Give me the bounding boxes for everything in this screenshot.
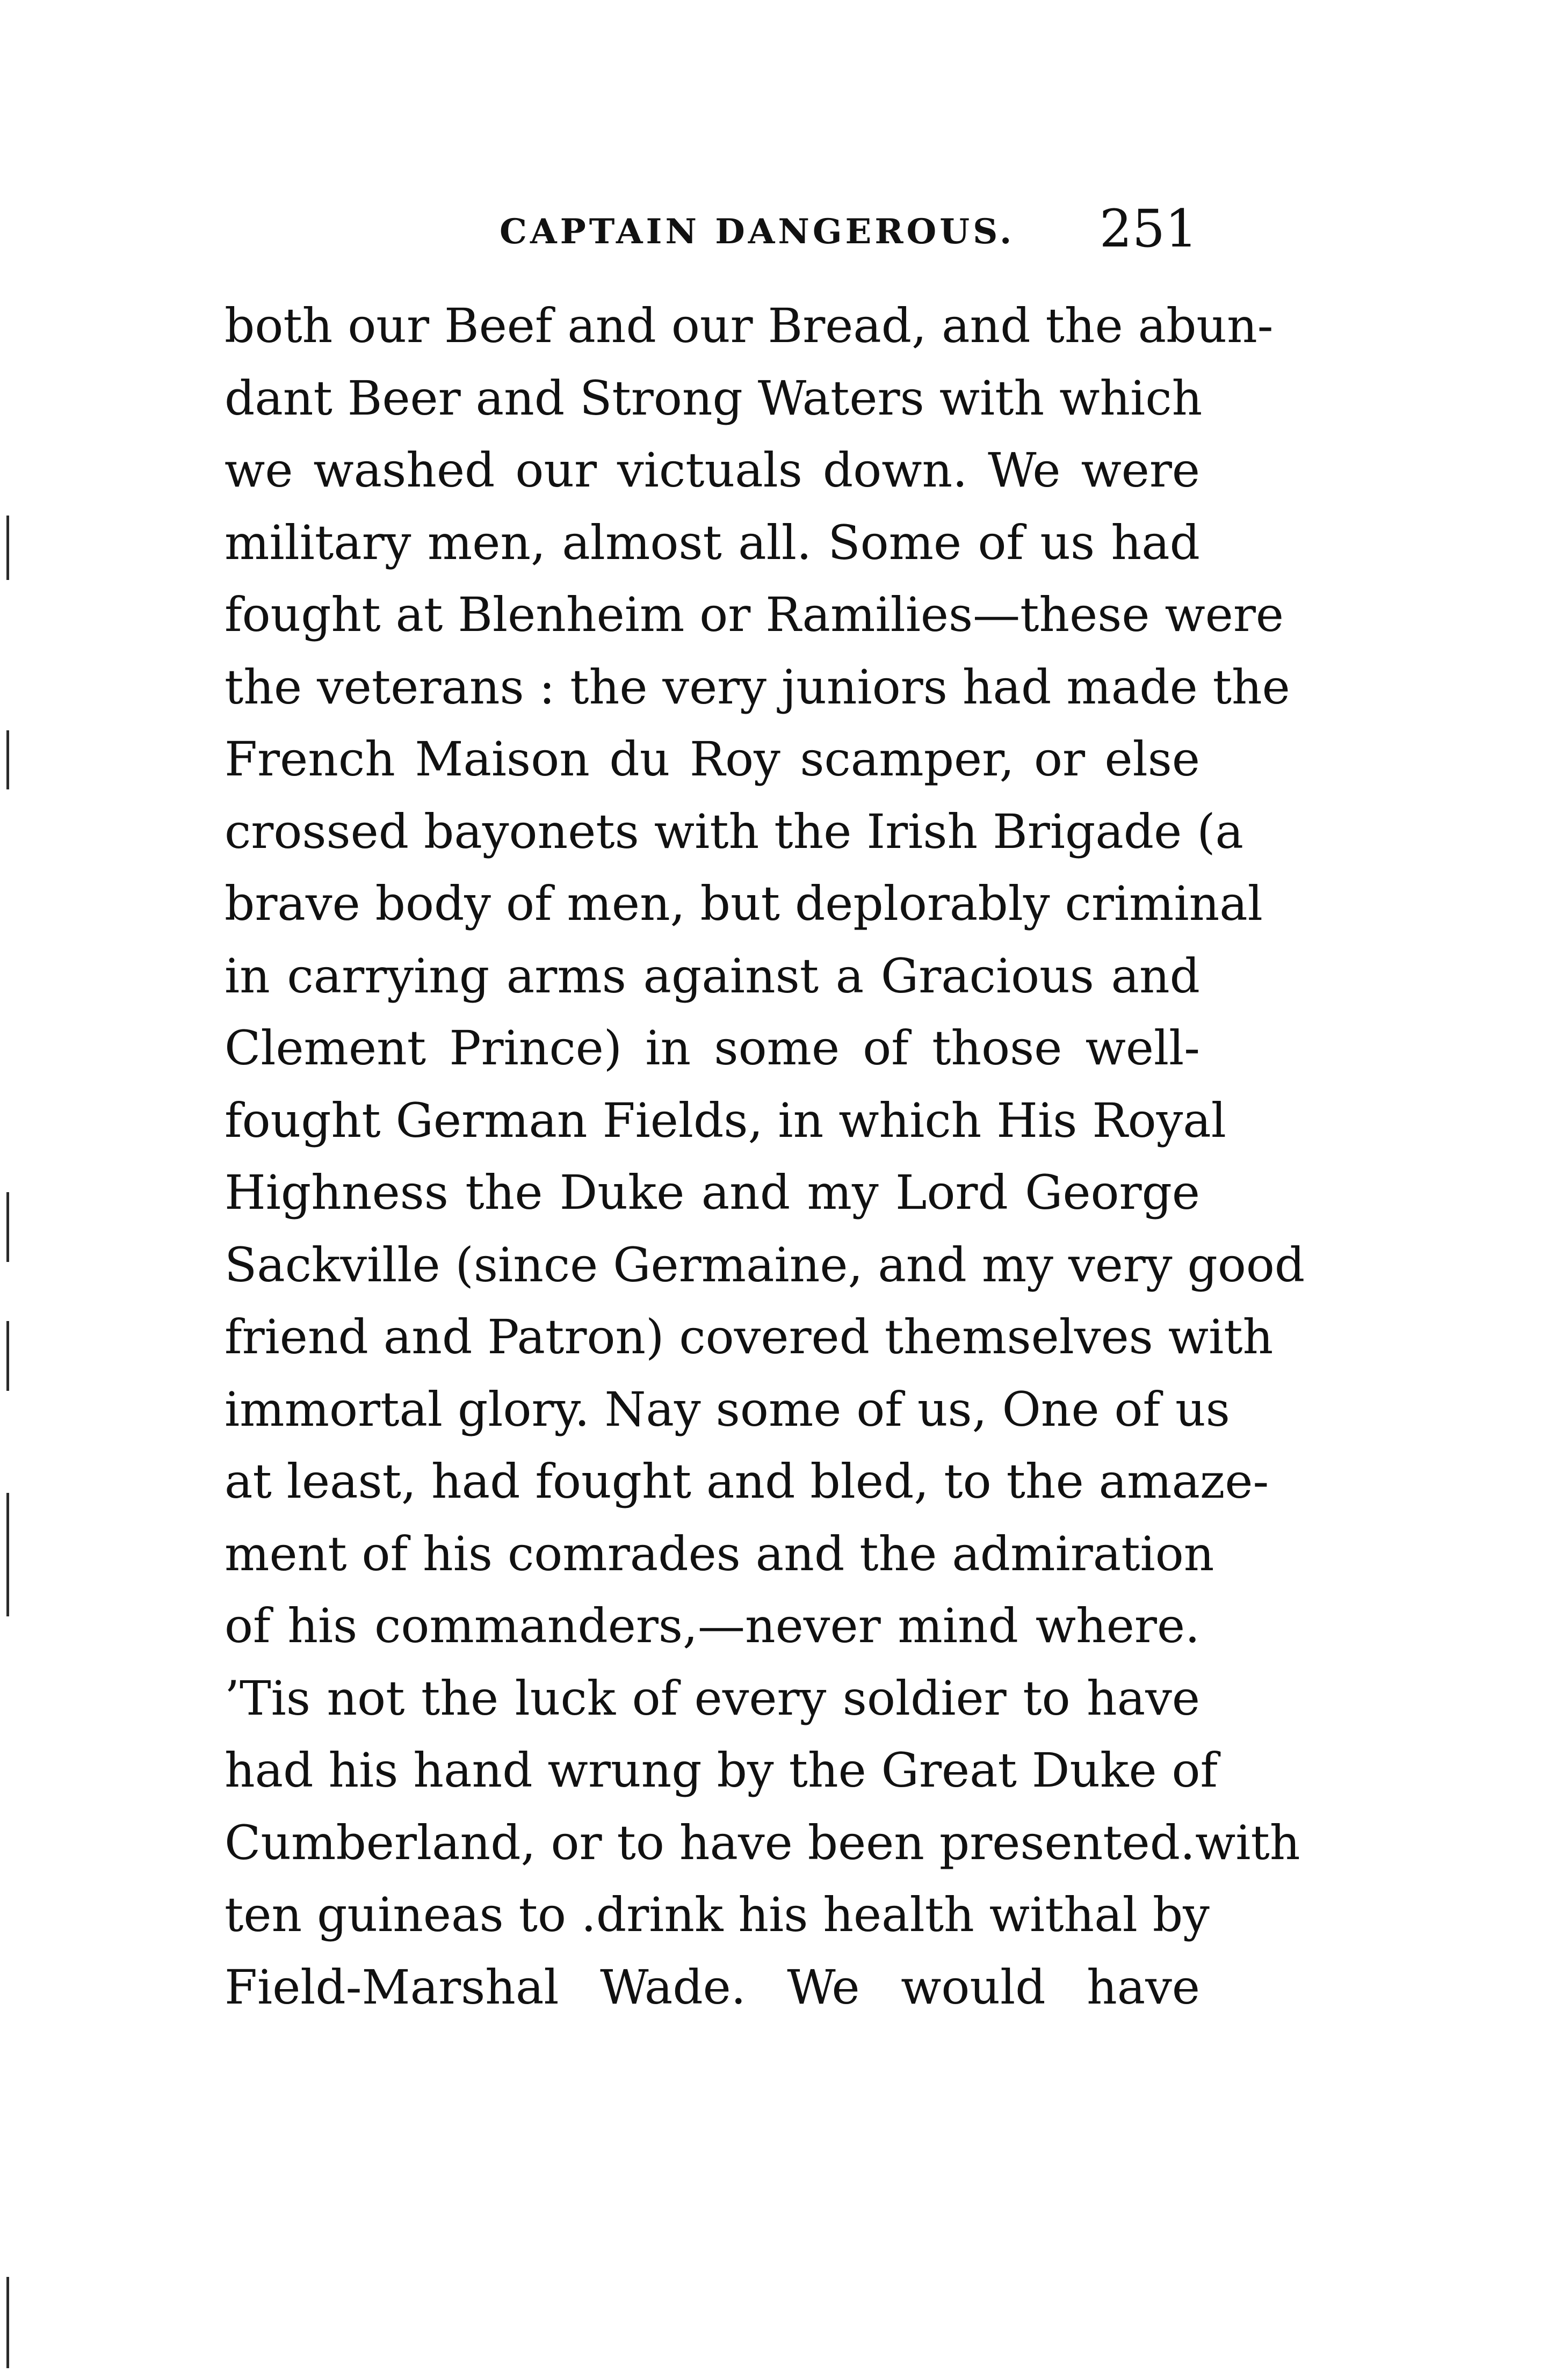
text-line: fought German Fields, in which His Royal [225, 1092, 1226, 1148]
text-line: immortal glory. Nay some of us, One of us [225, 1381, 1230, 1437]
scan-edge-mark [6, 1192, 9, 1262]
scan-edge-mark [6, 1321, 9, 1391]
scan-edge-mark [6, 2277, 9, 2368]
running-title: CAPTAIN DANGEROUS. [500, 212, 1015, 252]
text-line: ’Tis not the luck of every soldier to have [225, 1670, 1200, 1726]
text-line: fought at Blenheim or Ramilies—these were [225, 587, 1284, 642]
text-line: both our Beef and our Bread, and the abun- [225, 298, 1274, 353]
scan-edge-mark [6, 1493, 9, 1616]
text-line: crossed bayonets with the Irish Brigade (a [225, 803, 1243, 859]
text-line: the veterans : the very juniors had made the [225, 659, 1290, 715]
text-line: French Maison du Roy scamper, or else [225, 731, 1200, 787]
page-number: 251 [1099, 199, 1198, 259]
text-line: Highness the Duke and my Lord George [225, 1165, 1200, 1220]
text-line: at least, had fought and bled, to the amaze- [225, 1454, 1269, 1509]
text-line: Sackville (since Germaine, and my very good [225, 1237, 1305, 1293]
text-line: military men, almost all. Some of us had [225, 514, 1200, 570]
text-line: ten guineas to .drink his health withal by [225, 1887, 1210, 1942]
text-line: brave body of men, but deplorably criminal [225, 876, 1263, 931]
body-text [225, 290, 1305, 2023]
text-line: of his commanders,—never mind where. [225, 1598, 1200, 1653]
scan-edge-mark [6, 730, 9, 789]
text-line: friend and Patron) covered themselves with [225, 1309, 1274, 1365]
text-line: ment of his comrades and the admiration [225, 1526, 1214, 1581]
text-line: dant Beer and Strong Waters with which [225, 370, 1203, 426]
scan-edge-mark [6, 516, 9, 580]
text-line: Field-Marshal Wade. We would have [225, 1959, 1200, 2015]
running-head [220, 199, 1203, 258]
text-line: we washed our victuals down. We were [225, 442, 1200, 498]
text-line: Cumberland, or to have been presented.with [225, 1815, 1300, 1870]
text-line: in carrying arms against a Gracious and [225, 948, 1200, 1004]
text-line: Clement Prince) in some of those well- [225, 1020, 1200, 1076]
text-line: had his hand wrung by the Great Duke of [225, 1743, 1218, 1798]
